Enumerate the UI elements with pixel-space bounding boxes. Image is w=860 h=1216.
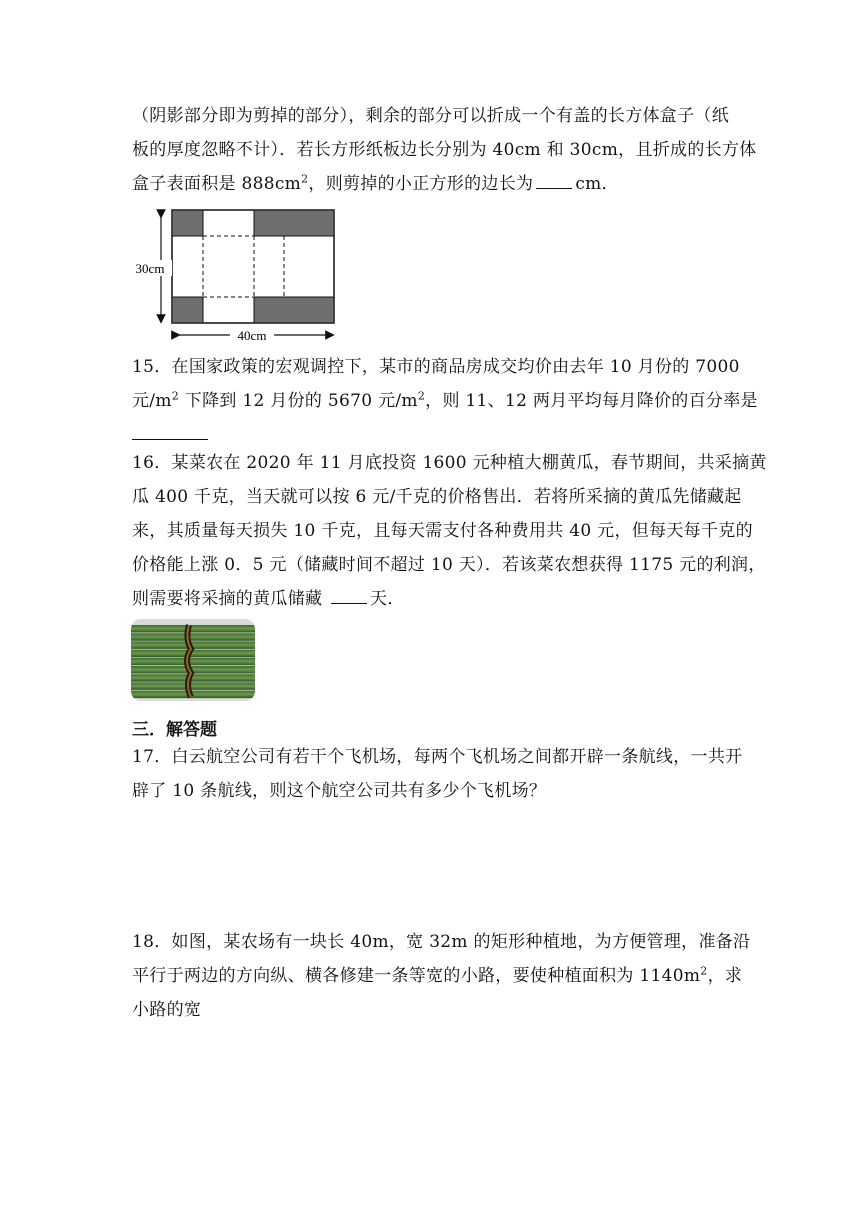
question-14-text [132,99,757,201]
cucumber-photo [131,619,255,701]
q17-line-1: 17．白云航空公司有若干个飞机场，每两个飞机场之间都开辟一条航线，一共开 [132,747,743,767]
cut-square-top-left [172,210,203,236]
answer-blank [536,170,572,189]
question-17-text [132,740,742,808]
question-16-text [132,446,767,616]
q14-line-1: （阴影部分即为剪掉的部分），剩余的部分可以折成一个有盖的长方体盒子（纸 [132,106,729,126]
q16-line-5: 则需要将采摘的黄瓜储藏 天． [132,582,742,616]
q18-line-3: 小路的宽 [132,1000,202,1020]
q17-line-2: 辟了 10 条航线，则这个航空公司共有多少个飞机场？ [132,781,547,801]
answer-blank [331,585,367,604]
q14-line-3: 盒子表面积是 $888cm^2$，则剪掉的小正方形的边长为 cm． [132,167,742,201]
answer-blank [132,421,208,440]
q14-line-2: 板的厚度忽略不计）．若长方形纸板边长分别为 40cm 和 30cm，且折成的长方体 [132,140,757,160]
q15-line-2: 元$/m^2$ 下降到 12 月份的 5670 元$/m^2$，则 11、12 两月平均每月降价的百分率是 [132,389,758,411]
cut-square-bottom-left [172,297,203,323]
cardboard-figure [126,200,346,349]
width-label: 40cm [237,328,267,343]
cardboard-diagram [126,200,346,345]
q18-line-1: 18．如图，某农场有一块长 40m，宽 32m 的矩形种植地，为方便管理，准备沿 [132,932,751,952]
question-18-text [132,925,751,1027]
cut-rect-bottom-right [254,297,334,323]
q15-line-1: 15．在国家政策的宏观调控下，某市的商品房成交均价由去年 10 月份的 7000 [132,357,740,377]
q16-line-2: 瓜 400 千克，当天就可以按 6 元/千克的价格售出．若将所采摘的黄瓜先储藏起 [132,487,742,507]
q18-line-2: 平行于两边的方向纵、横各修建一条等宽的小路，要使种植面积为 $1140m^2$，求 [132,964,743,986]
cut-rect-top-right [254,210,334,236]
question-15-text [132,350,758,452]
section-title: 三．解答题 [132,720,217,740]
q16-line-1: 16．某菜农在 2020 年 11 月底投资 1600 元种植大棚黄瓜，春节期间，共采摘黄 [132,453,767,473]
height-label: 30cm [135,261,165,276]
q16-line-4: 价格能上涨 0．5 元（储藏时间不超过 10 天）．若该菜农想获得 1175 元的利润， [132,555,766,575]
q16-line-3: 来，其质量每天损失 10 千克，且每天需支付各种费用共 40 元，但每天每千克的 [132,521,753,541]
